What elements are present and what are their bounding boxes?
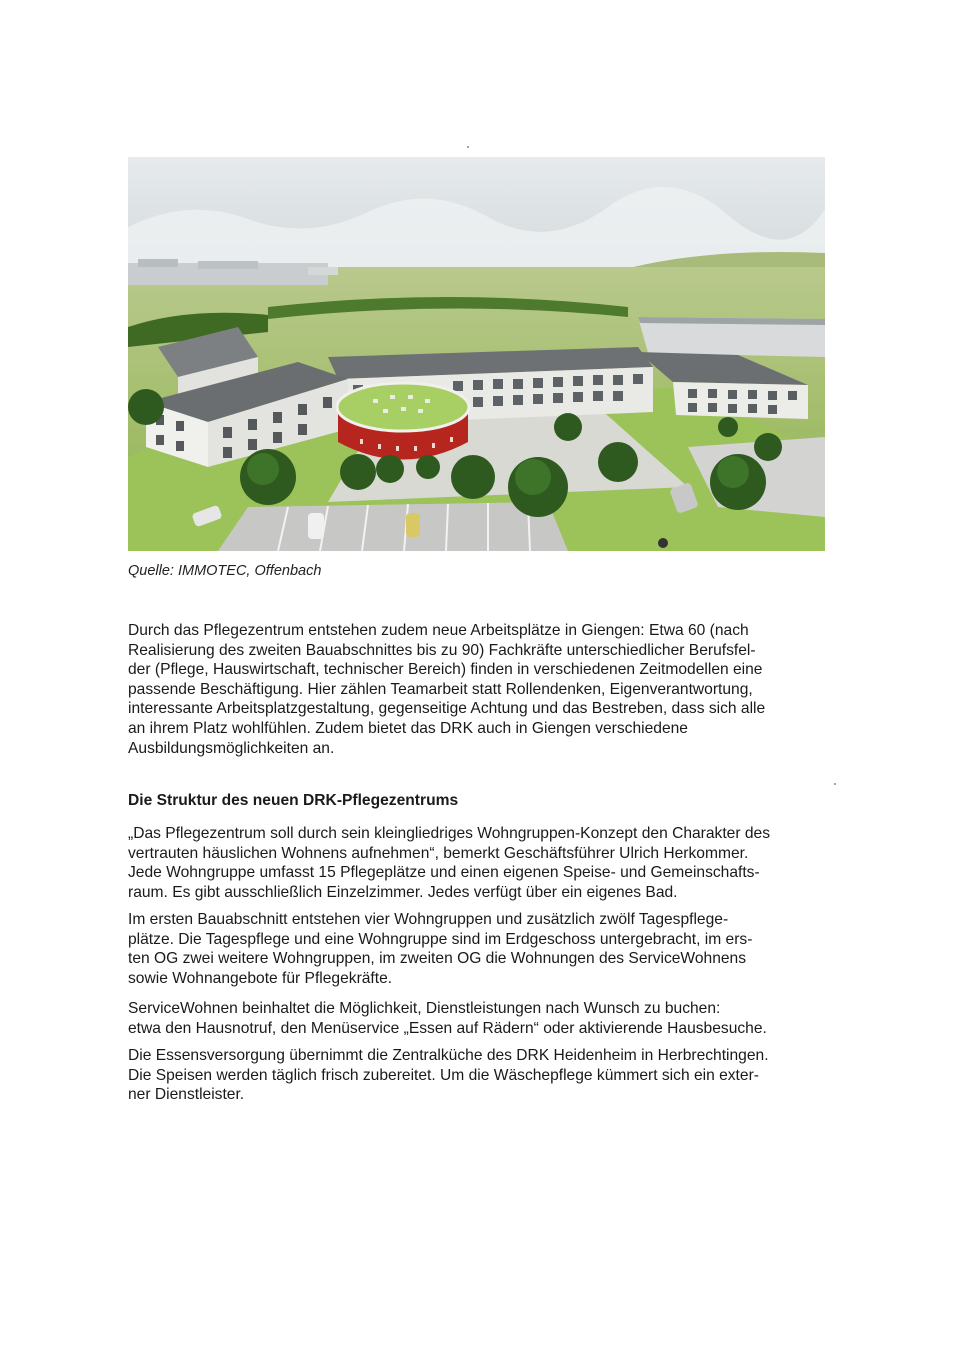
scan-speck xyxy=(467,146,469,148)
right-wing-facade xyxy=(673,382,808,419)
text-line: Durch das Pflegezentrum entstehen zudem neue Arbeitsplätze in Giengen: Etwa 60 (nach xyxy=(128,622,749,639)
architectural-rendering xyxy=(128,157,825,551)
text-line: sowie Wohnangebote für Pflegekräfte. xyxy=(128,969,393,987)
rendering-image xyxy=(128,157,825,551)
text-line: interessante Arbeitsplatzgestaltung, gegenseitige Achtung und das Bestreben, dass sich alle xyxy=(128,700,766,718)
text-line: „Das Pflegezentrum soll durch sein kleingliedriges Wohngruppen-Konzept den Charakter des xyxy=(128,825,771,842)
figure-caption: Quelle: IMMOTEC, Offenbach xyxy=(128,563,322,579)
parking-lot xyxy=(218,502,568,551)
structure-paragraph-1 xyxy=(128,824,828,902)
text-line: Ausbildungsmöglichkeiten an. xyxy=(128,739,335,757)
scan-speck xyxy=(834,783,836,785)
text-line: Die Speisen werden täglich frisch zubereitet. Um die Wäschepflege kümmert sich ein exter- xyxy=(128,1066,759,1084)
text-line: Die Essensversorgung übernimmt die Zentralküche des DRK Heidenheim in Herbrechtingen. xyxy=(128,1047,769,1064)
structure-paragraph-4 xyxy=(128,1046,828,1105)
text-line: ten OG zwei weitere Wohngruppen, im zweiten OG die Wohnungen des ServiceWohnens xyxy=(128,950,747,968)
text-line: Im ersten Bauabschnitt entstehen vier Wohngruppen und zusätzlich zwölf Tagespflege- xyxy=(128,911,729,928)
text-line: passende Beschäftigung. Hier zählen Teamarbeit statt Rollendenken, Eigenverantwortung, xyxy=(128,680,753,698)
text-line: an ihrem Platz wohlfühlen. Zudem bietet das DRK auch in Giengen verschiedene xyxy=(128,719,688,737)
section-heading: Die Struktur des neuen DRK-Pflegezentrums xyxy=(128,792,459,809)
intro-paragraph xyxy=(128,621,828,758)
structure-paragraph-3 xyxy=(128,999,828,1038)
text-line: Realisierung des zweiten Bauabschnittes bis zu 90) Fachkräfte unterschiedlicher Berufsfel- xyxy=(128,641,756,659)
structure-paragraph-2 xyxy=(128,910,828,988)
text-line: raum. Es gibt ausschließlich Einzelzimmer. Jedes verfügt über ein eigenes Bad. xyxy=(128,883,678,901)
text-line: etwa den Hausnotruf, den Menüservice „Essen auf Rädern“ oder aktivierende Hausbesuche. xyxy=(128,1019,767,1037)
text-line: ner Dienstleister. xyxy=(128,1086,245,1104)
text-line: vertrauten häuslichen Wohnens aufnehmen“, bemerkt Geschäftsführer Ulrich Herkommer. xyxy=(128,844,749,862)
text-line: plätze. Die Tagespflege und eine Wohngruppe sind im Erdgeschoss untergebracht, im ers- xyxy=(128,930,753,948)
text-line: der (Pflege, Hauswirtschaft, technischer Bereich) finden in verschiedenen Zeitmodellen eine xyxy=(128,661,763,679)
text-line: ServiceWohnen beinhaltet die Möglichkeit, Dienstleistungen nach Wunsch zu buchen: xyxy=(128,1000,721,1017)
text-line: Jede Wohngruppe umfasst 15 Pflegeplätze und einen eigenen Speise- und Gemeinschafts- xyxy=(128,864,760,882)
